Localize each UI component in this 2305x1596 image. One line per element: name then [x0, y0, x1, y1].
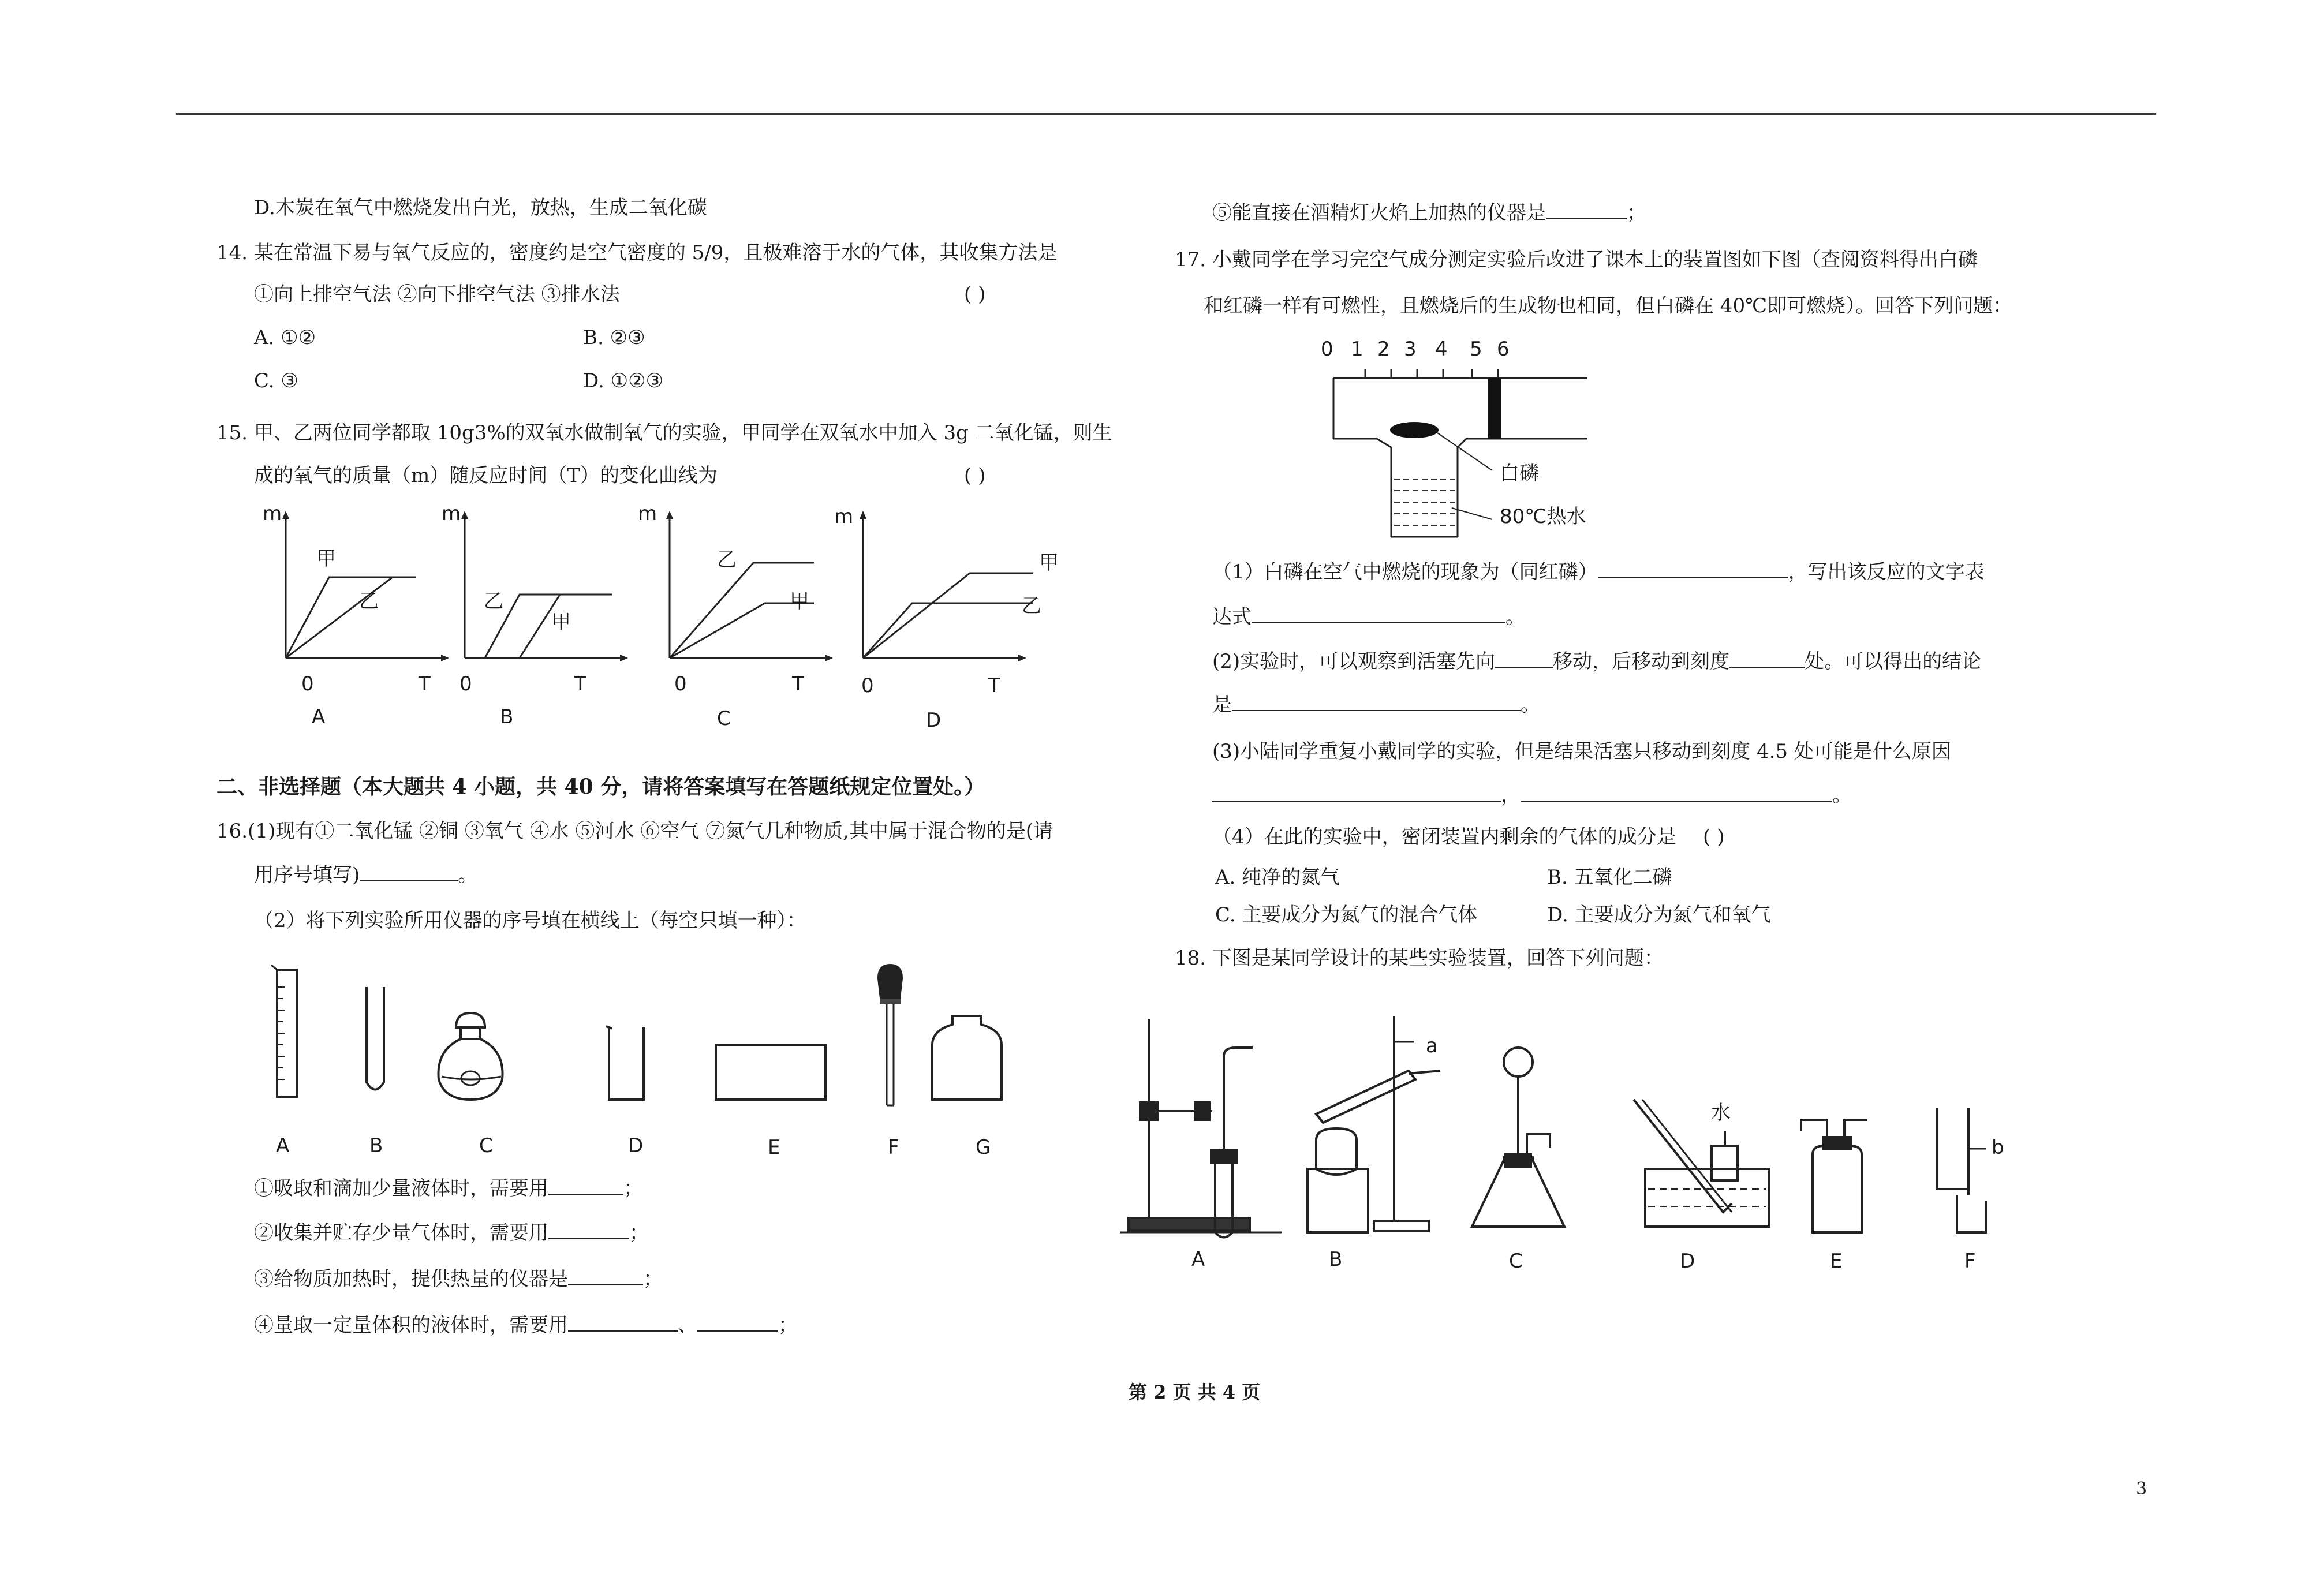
water-trough-icon: [716, 1045, 825, 1100]
graph-b-x-label: T: [574, 672, 586, 696]
q18-apparatus: [1120, 1016, 2072, 1247]
graph-a-curve-low: 乙: [359, 590, 379, 613]
test-tube-icon: [367, 987, 384, 1090]
q16-item3-blank[interactable]: [568, 1267, 643, 1285]
white-phosphorus-label: 白磷: [1500, 462, 1539, 485]
scale-1: 1: [1351, 338, 1363, 361]
q17-part3: (3)小陆同学重复小戴同学的实验，但是结果活塞只移动到刻度 4.5 处可能是什么原因: [1212, 740, 1951, 763]
q16-line1: 16.(1)现有①二氧化锰 ②铜 ③氧气 ④水 ⑤河水 ⑥空气 ⑦氮气几种物质,其中属于混合物的是(请: [216, 820, 1053, 843]
q15-stem-line2: 成的氧气的质量（m）随反应时间（T）的变化曲线为: [254, 464, 718, 487]
graph-a-letter: A: [312, 705, 326, 728]
q16-item4: ④量取一定量体积的液体时，需要用 、 ；: [254, 1314, 798, 1337]
graph-b-plot: [456, 511, 629, 667]
graph-b-curve-top: 乙: [484, 590, 503, 613]
q17-part4: （4）在此的实验中，密闭装置内剩余的气体的成分是: [1212, 825, 1676, 849]
page-number: 3: [2136, 1479, 2147, 1499]
q17-part1: （1）白磷在空气中燃烧的现象为（同红磷） ，写出该反应的文字表: [1212, 560, 1985, 584]
graph-a-origin: 0: [301, 672, 314, 696]
graph-b-curve-low: 甲: [551, 611, 571, 634]
instrument-letter-f: F: [888, 1136, 899, 1159]
graph-a-curve-top: 甲: [316, 547, 336, 570]
q17-option-c: C. 主要成分为氮气的混合气体: [1215, 903, 1478, 926]
apparatus-a-icon: [1120, 1019, 1282, 1238]
instrument-letter-e: E: [768, 1136, 780, 1159]
q14-answer-paren: ( ): [964, 283, 986, 306]
apparatus-d-icon: [1634, 1100, 1769, 1227]
graph-d-letter: D: [926, 709, 942, 732]
hot-water-label: 80℃热水: [1500, 505, 1586, 528]
q17-equation-blank[interactable]: [1252, 605, 1505, 623]
q16-mixture-blank[interactable]: [360, 863, 458, 881]
apparatus-e-icon: [1801, 1120, 1867, 1232]
section-2-heading: 二、非选择题（本大题共 4 小题，共 40 分，请将答案填写在答题纸规定位置处。）: [216, 775, 985, 799]
q17-part1-cont: 达式 。: [1212, 605, 1525, 629]
graph-b-letter: B: [500, 705, 514, 728]
graph-a-plot: [277, 511, 450, 667]
graph-d-curve-top: 甲: [1039, 551, 1059, 574]
q16-line2: 用序号填写) 。: [254, 864, 478, 887]
graph-b-y-label: m: [442, 502, 461, 525]
q16-part2: （2）将下列实验所用仪器的序号填在横线上（每空只填一种）：: [254, 909, 806, 932]
apparatus-letter-d: D: [1680, 1250, 1695, 1273]
q15-answer-paren: ( ): [964, 464, 986, 487]
q16-item4-blank-1[interactable]: [568, 1313, 678, 1332]
q16-item5-blank[interactable]: [1546, 201, 1627, 219]
lab-instruments: [271, 964, 1022, 1114]
graph-d-y-label: m: [834, 505, 854, 528]
graph-c-origin: 0: [674, 672, 687, 696]
scale-0: 0: [1321, 338, 1333, 361]
apparatus-letter-e: E: [1830, 1250, 1843, 1273]
graph-c-y-label: m: [638, 502, 657, 525]
graph-a-x-label: T: [419, 672, 431, 696]
q16-item3: ③给物质加热时，提供热量的仪器是 ；: [254, 1268, 663, 1291]
alcohol-lamp-icon: [438, 1013, 502, 1100]
q17-scale-blank[interactable]: [1729, 649, 1805, 668]
q14-option-a: A. ①②: [254, 326, 316, 349]
graph-d-curve-low: 乙: [1022, 595, 1041, 618]
q17-part3-answers: ， 。: [1212, 783, 1852, 807]
q17-reason-blank-1[interactable]: [1212, 783, 1501, 802]
apparatus-letter-c: C: [1509, 1250, 1523, 1273]
q17-line2: 和红磷一样有可燃性，且燃烧后的生成物也相同，但白磷在 40℃即可燃烧）。回答下列问题：: [1204, 294, 2013, 317]
label-b: b: [1992, 1136, 2004, 1159]
q17-option-b: B. 五氧化二磷: [1547, 866, 1672, 889]
header-rule: [176, 113, 2156, 115]
gas-jar-icon: [932, 1016, 1002, 1100]
scale-3: 3: [1404, 338, 1417, 361]
q17-part2-cont: 是 。: [1212, 693, 1540, 716]
scale-5: 5: [1470, 338, 1482, 361]
beaker-icon: [606, 1026, 644, 1100]
apparatus-letter-a: A: [1191, 1248, 1205, 1271]
q17-phenomenon-blank[interactable]: [1598, 560, 1788, 578]
graph-a-y-label: m: [263, 502, 282, 525]
graph-c-plot: [661, 511, 834, 667]
q17-part4-paren: ( ): [1703, 825, 1725, 849]
instrument-letter-g: G: [976, 1136, 991, 1159]
apparatus-b-icon: [1307, 1016, 1440, 1232]
scale-2: 2: [1377, 338, 1390, 361]
q16-item1-blank[interactable]: [548, 1176, 623, 1195]
q17-option-d: D. 主要成分为氮气和氧气: [1547, 903, 1771, 926]
q18-water-label: 水: [1711, 1101, 1731, 1124]
graph-d-plot: [854, 511, 1039, 667]
graph-d-x-label: T: [988, 674, 1000, 697]
q16-item4-blank-2[interactable]: [697, 1313, 778, 1332]
q13-option-d: D.木炭在氧气中燃烧发出白光，放热，生成二氧化碳: [254, 196, 707, 219]
graph-c-curve-top: 乙: [717, 548, 737, 571]
q15-stem-line1: 15. 甲、乙两位同学都取 10g3%的双氧水做制氧气的实验，甲同学在双氧水中加入 3g 二氧化锰，则生: [216, 421, 1112, 444]
graph-b-origin: 0: [459, 672, 472, 696]
instrument-letter-c: C: [479, 1134, 493, 1157]
dropper-icon: [877, 964, 903, 1105]
label-a: a: [1426, 1034, 1438, 1057]
q17-conclusion-blank[interactable]: [1232, 693, 1521, 711]
apparatus-letter-f: F: [1964, 1250, 1976, 1273]
q17-option-a: A. 纯净的氮气: [1215, 866, 1340, 889]
q14-option-c: C. ③: [254, 369, 298, 393]
q14-option-d: D. ①②③: [583, 369, 664, 393]
instrument-letter-a: A: [276, 1134, 290, 1157]
apparatus-c-icon: [1472, 1048, 1564, 1227]
graph-c-curve-low: 甲: [790, 590, 809, 613]
page-footer: 第 2 页 共 4 页: [1129, 1381, 1261, 1403]
q17-reason-blank-2[interactable]: [1521, 783, 1832, 802]
q16-item2: ②收集并贮存少量气体时，需要用 ；: [254, 1221, 649, 1244]
q18-stem: 18. 下图是某同学设计的某些实验装置，回答下列问题：: [1175, 947, 1664, 970]
graduated-cylinder-icon: [271, 965, 297, 1097]
q16-item2-blank[interactable]: [548, 1221, 629, 1239]
q14-stem: 14. 某在常温下易与氧气反应的，密度约是空气密度的 5/9，且极难溶于水的气体，其收集方法是: [216, 241, 1058, 264]
instrument-letter-b: B: [369, 1134, 383, 1157]
apparatus-letter-b: B: [1329, 1248, 1343, 1271]
q17-part2: (2)实验时，可以观察到活塞先向 移动，后移动到刻度 处。可以得出的结论: [1212, 650, 1982, 673]
q14-option-b: B. ②③: [583, 326, 645, 349]
q14-methods: ①向上排空气法 ②向下排空气法 ③排水法: [254, 283, 620, 306]
graph-c-letter: C: [717, 707, 731, 730]
apparatus-f-icon: [1937, 1108, 1986, 1232]
instrument-letter-d: D: [628, 1134, 644, 1157]
scale-6: 6: [1497, 338, 1510, 361]
q16-item5: ⑤能直接在酒精灯火焰上加热的仪器是 ；: [1212, 201, 1646, 225]
q16-item1: ①吸取和滴加少量液体时，需要用 ；: [254, 1177, 643, 1200]
q17-direction-blank[interactable]: [1495, 649, 1553, 668]
scale-4: 4: [1435, 338, 1448, 361]
graph-d-origin: 0: [861, 674, 874, 697]
graph-c-x-label: T: [792, 672, 804, 696]
q17-line1: 17. 小戴同学在学习完空气成分测定实验后改进了课本上的装置图如下图（查阅资料得出白磷: [1175, 248, 1978, 271]
